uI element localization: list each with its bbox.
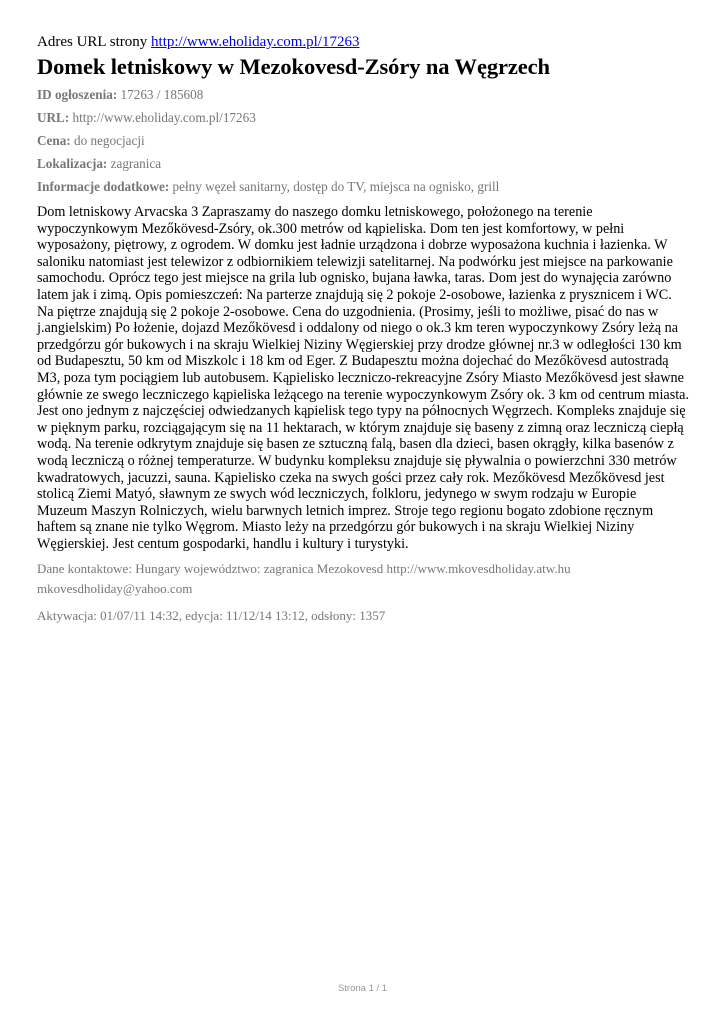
listing-info-label: Informacje dodatkowe: — [37, 179, 170, 194]
listing-url-label: URL: — [37, 110, 70, 125]
listing-additional-info — [37, 179, 689, 195]
listing-location-value: zagranica — [110, 156, 162, 171]
listing-description: Dom letniskowy Arvacska 3 Zapraszamy do naszego domku letniskowego, położonego na terenie wypoczynkowym Mezőkövesd-Zsóry, ok.300 metrów od kąpieliska. Dom ten jest komfortowy, w pełni wyposażony, piętrowy, z ogrodem. W domku jest ładnie urządzona i dobrze wyposażona kuchnia i łazienka. W saloniku natomiast jest telewizor z odbiornikiem telewizji satelitarnej. Na podwórku jest miejsce na parkowanie samochodu. Oprócz tego jest miejsce na grila lub ognisko, bujana ławka, taras. Dom jest do wynajęcia zarówno latem jak i zimą. Opis pomieszczeń: Na parterze znajdują się 2 pokoje 2-osobowe, łazienka z prysznicem i WC. Na piętrze znajdują się 2 pokoje 2-osobowe. Cena do uzgodnienia. (Prosimy, jeśli to możliwe, pisać do nas w j.angielskim) Po łożenie, dojazd Mezőkövesd i oddalony od niego o ok.3 km teren wypoczynkowy Zsóry leżą na przedgórzu gór bukowych i na skraju Wielkiej Niziny Węgierskiej przy drodze głównej nr.3 w odległości 130 km od Budapesztu, 50 km od Miszkolc i 18 km od Eger. Z Budapesztu można dojechać do Mezőkövesd autostradą M3, poza tym pociągiem lub autobusem. Kąpielisko leczniczo-rekreacyjne Zsóry Miasto Mezőkövesd jest sławne głównie ze swego leczniczego kąpieliska leżącego na terenie wypoczynkowym Zsóry ok. 3 km od centrum miasta. Jest ono jednym z najczęściej odwiedzanych kąpielisk tego typy na północnych Węgrzech. Kompleks znajduje się w pięknym parku, rozciągającym się na 11 hektarach, w którym znajduje się baseny z zimną oraz leczniczą ciepłą wodą. Na terenie odkrytym znajduje się basen ze sztuczną falą, basen dla dzieci, basen okrągły, kilka basenów z wodą leczniczą o różnej temperaturze. W budynku kompleksu znajduje się pływalnia o powierzchni 330 metrów kwadratowych, jacuzzi, sauna. Kąpielisko czeka na swych gości przez cały rok. Mezőkövesd Mezőkövesd jest stolicą Ziemi Matyó, sławnym ze swych wód leczniczych, folkloru, jedynego w swym rodzaju w Europie Muzeum Maszyn Rolniczych, wielu barwnych letnich imprez. Stroje tego regionu bogato zdobione ręcznym haftem są znane nie tylko Węgrom. Miasto leży na przedgórzu gór bukowych i na skraju Wielkiej Niziny Węgierskiej. Jest centum gospodarki, handlu i kultury i turystyki. — [37, 204, 690, 552]
listing-id-value: 17263 / 185608 — [120, 87, 204, 102]
listing-url — [37, 110, 689, 126]
url-prefix: Adres URL strony — [37, 34, 148, 50]
listing-price-label: Cena: — [37, 133, 71, 148]
listing-id — [37, 87, 689, 103]
page-url-link[interactable]: http://www.eholiday.com.pl/17263 — [151, 34, 360, 50]
contact-info — [37, 559, 689, 599]
listing-info-value: pełny węzeł sanitarny, dostęp do TV, miejsca na ognisko, grill — [172, 179, 500, 194]
contact-line-1: Dane kontaktowe: Hungary województwo: zagranica Mezokovesd http://www.mkovesdholiday.atw.hu — [37, 561, 571, 577]
listing-location — [37, 156, 689, 172]
listing-location-label: Lokalizacja: — [37, 156, 108, 171]
document-page — [37, 34, 689, 626]
listing-price-value: do negocjacji — [74, 133, 145, 148]
page-footer: Strona 1 / 1 — [337, 983, 388, 994]
listing-price — [37, 133, 689, 149]
listing-id-label: ID ogłoszenia: — [37, 87, 118, 102]
activation-info: Aktywacja: 01/07/11 14:32, edycja: 11/12/14 13:12, odsłony: 1357 — [37, 608, 386, 624]
listing-title: Domek letniskowy w Mezokovesd-Zsóry na Węgrzech — [37, 54, 550, 79]
page-url-line — [37, 34, 689, 51]
contact-email: mkovesdholiday@yahoo.com — [37, 581, 193, 597]
listing-url-value: http://www.eholiday.com.pl/17263 — [72, 110, 256, 125]
